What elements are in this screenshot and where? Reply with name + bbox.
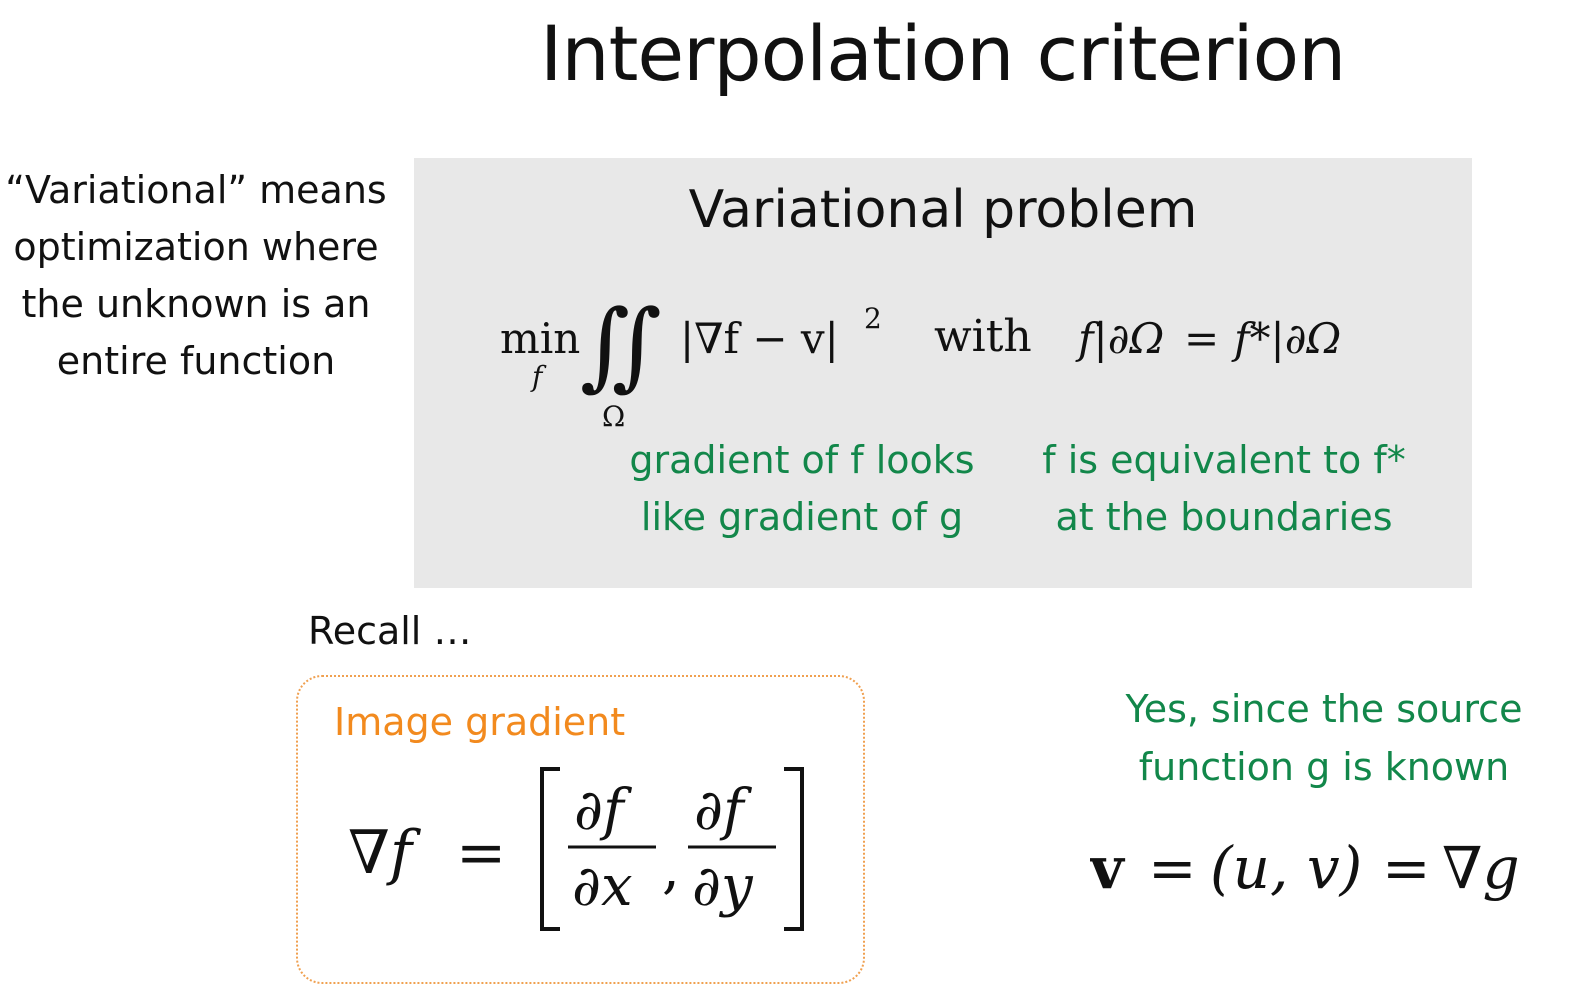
known-source-line: function g is known	[1138, 745, 1510, 789]
note-line: optimization where	[13, 225, 379, 269]
slide-title: Interpolation criterion	[540, 9, 1346, 98]
boundary-note-line: at the boundaries	[1055, 495, 1393, 539]
eq-min: min	[500, 314, 581, 363]
v-rhs: ∇g	[1442, 834, 1520, 902]
grad-equals: =	[456, 818, 507, 888]
numerator-x: ∂f	[574, 778, 624, 843]
known-source-note	[1104, 680, 1544, 796]
image-gradient-box	[296, 675, 865, 984]
eq-domain: Ω	[602, 400, 626, 433]
eq-exponent: 2	[864, 302, 882, 335]
image-gradient-title: Image gradient	[334, 700, 626, 744]
variational-problem-panel	[414, 158, 1472, 588]
v-equals-2: =	[1382, 834, 1431, 902]
eq-with: with	[934, 311, 1032, 362]
eq-double-integral: ∬	[580, 289, 662, 401]
known-source-line: Yes, since the source	[1125, 687, 1523, 731]
v-equals-1: =	[1148, 834, 1197, 902]
v-equation	[1090, 820, 1570, 920]
boundary-note-line: f is equivalent to f*	[1042, 438, 1406, 482]
numerator-y: ∂f	[694, 778, 744, 843]
eq-body: |∇f − v|	[680, 314, 839, 363]
v-symbol: v	[1090, 834, 1124, 902]
variational-definition-note	[0, 162, 392, 390]
eq-boundary-lhs: f|∂Ω	[1078, 314, 1165, 363]
left-bracket	[542, 769, 560, 929]
gradient-note-line: gradient of f looks	[629, 438, 975, 482]
denominator-x: ∂x	[572, 854, 633, 919]
right-bracket	[784, 769, 802, 929]
note-line: entire function	[56, 339, 336, 383]
eq-min-sub: f	[532, 360, 543, 393]
grad-comma: ,	[662, 836, 680, 901]
grad-lhs: ∇f	[348, 818, 413, 888]
panel-title: Variational problem	[688, 180, 1198, 240]
denominator-y: ∂y	[692, 854, 753, 919]
v-components: (u, v)	[1210, 834, 1363, 902]
recall-label: Recall …	[308, 609, 472, 653]
note-line: “Variational” means	[5, 168, 387, 212]
gradient-note-line: like gradient of g	[640, 495, 964, 539]
eq-equals: =	[1184, 314, 1220, 363]
boundary-note	[1014, 432, 1434, 546]
note-line: the unknown is an	[21, 282, 371, 326]
image-gradient-equation	[298, 677, 863, 982]
eq-boundary-rhs: f*|∂Ω	[1234, 314, 1342, 363]
gradient-note	[602, 432, 1002, 546]
